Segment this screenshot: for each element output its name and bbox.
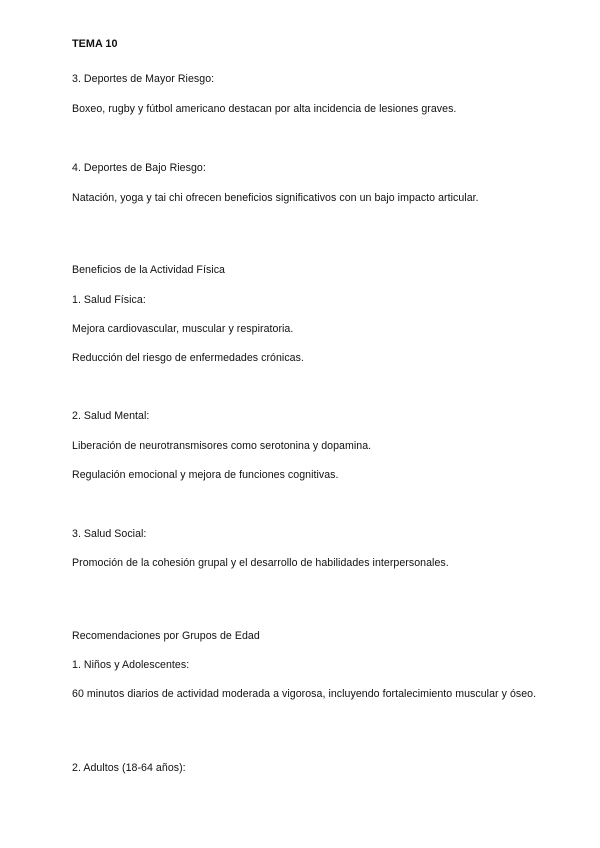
subheading-adults: 2. Adultos (18-64 años): xyxy=(72,762,186,774)
subheading-physical-health: 1. Salud Física: xyxy=(72,294,146,306)
paragraph-mental-1: Liberación de neurotransmisores como serotonina y dopamina. xyxy=(72,440,372,452)
paragraph-mental-2: Regulación emocional y mejora de funciones cognitivas. xyxy=(72,469,339,481)
section-heading-recommendations: Recomendaciones por Grupos de Edad xyxy=(72,630,260,642)
paragraph-physical-1: Mejora cardiovascular, muscular y respiratoria. xyxy=(72,323,294,335)
section-heading-benefits: Beneficios de la Actividad Física xyxy=(72,264,225,276)
paragraph-high-risk: Boxeo, rugby y fútbol americano destacan por alta incidencia de lesiones graves. xyxy=(72,103,457,115)
page-title: TEMA 10 xyxy=(72,38,118,50)
subheading-children: 1. Niños y Adolescentes: xyxy=(72,659,190,671)
section-heading-high-risk: 3. Deportes de Mayor Riesgo: xyxy=(72,73,215,85)
paragraph-social-1: Promoción de la cohesión grupal y el desarrollo de habilidades interpersonales. xyxy=(72,557,449,569)
section-heading-low-risk: 4. Deportes de Bajo Riesgo: xyxy=(72,162,206,174)
subheading-social-health: 3. Salud Social: xyxy=(72,528,147,540)
paragraph-low-risk: Natación, yoga y tai chi ofrecen beneficios significativos con un bajo impacto articular. xyxy=(72,192,479,204)
paragraph-children: 60 minutos diarios de actividad moderada a vigorosa, incluyendo fortalecimiento muscular y óseo. xyxy=(72,688,537,700)
subheading-mental-health: 2. Salud Mental: xyxy=(72,410,150,422)
paragraph-physical-2: Reducción del riesgo de enfermedades crónicas. xyxy=(72,352,304,364)
